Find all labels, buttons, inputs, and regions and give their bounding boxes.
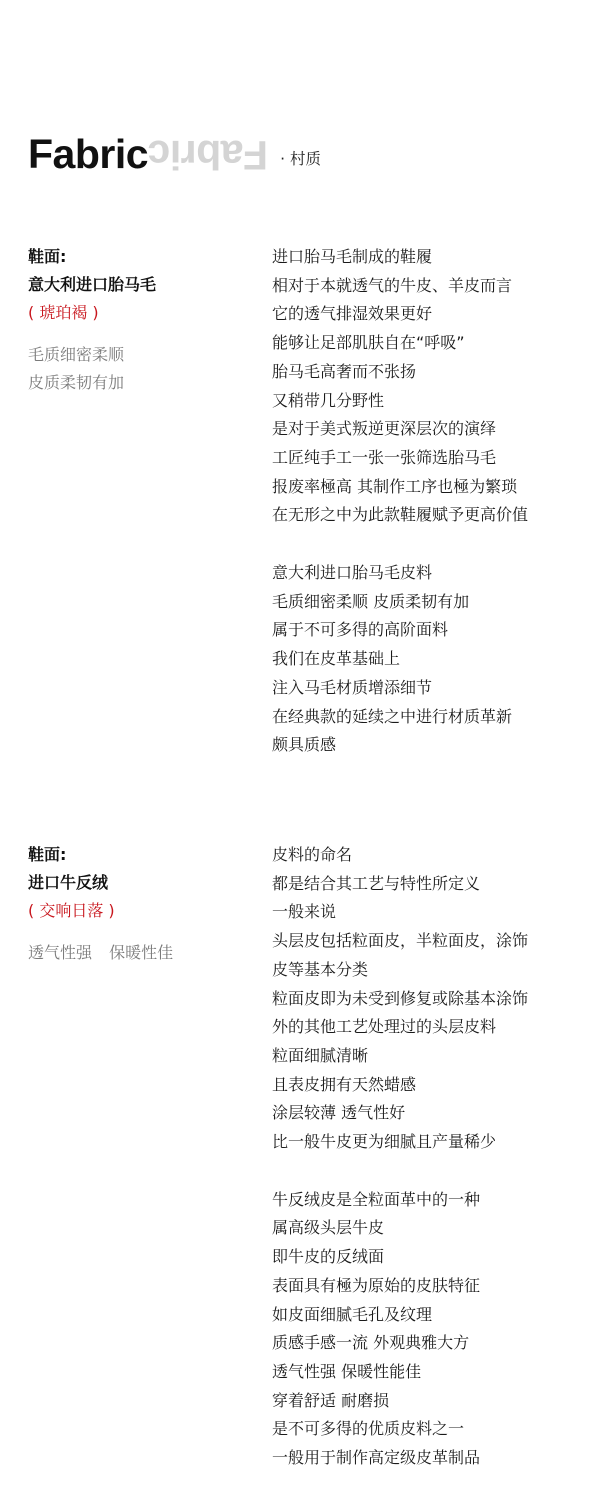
heading-subtitle: · 村质: [280, 150, 321, 168]
text-line: 注入马毛材质增添细节: [272, 677, 433, 697]
text-line: 工匠纯手工一张一张筛选胎马毛: [272, 447, 497, 467]
text-line: 皮等基本分类: [272, 959, 369, 979]
text-line: 涂层较薄 透气性好: [272, 1103, 406, 1123]
text-line: 穿着舒适 耐磨损: [272, 1390, 390, 1410]
text-line: 毛质细密柔顺 皮质柔韧有加: [272, 591, 470, 611]
text-line: 能够让足部肌肤自在“呼吸”: [272, 333, 465, 353]
text-line: 属高级头层牛皮: [272, 1218, 385, 1238]
text-line: 都是结合其工艺与特性所定义: [272, 873, 481, 893]
text-line: 粒面细腻清晰: [272, 1045, 369, 1065]
color-name: ( 交响日落 ): [28, 901, 115, 920]
text-line: 相对于本就透气的牛皮、羊皮而言: [272, 275, 513, 295]
text-line: 一般来说: [272, 902, 337, 922]
section-heading: [28, 126, 321, 182]
text-line: 它的透气排湿效果更好: [272, 304, 433, 324]
text-line: 头层皮包括粒面皮，半粒面皮，涂饰: [272, 931, 529, 951]
text-line: 且表皮拥有天然蜡感: [272, 1074, 417, 1094]
feature-item: 毛质细密柔顺: [28, 345, 125, 364]
text-line: 属于不可多得的高阶面料: [272, 620, 449, 640]
text-line: 进口胎马毛制成的鞋履: [272, 247, 433, 266]
text-line: 透气性强 保暖性能佳: [272, 1361, 422, 1381]
text-line: 意大利进口胎马毛皮料: [272, 563, 433, 583]
feature-list: [28, 939, 263, 967]
feature-item: 保暖性佳: [109, 943, 174, 962]
material-description: [272, 841, 594, 1502]
section-label: 鞋面:: [28, 845, 67, 864]
text-line: 即牛皮的反绒面: [272, 1247, 385, 1267]
material-description: [272, 243, 594, 789]
material-name: 意大利进口胎马毛: [28, 275, 157, 294]
text-line: 皮料的命名: [272, 845, 353, 864]
feature-item: 透气性强: [28, 943, 93, 962]
text-line: 是不可多得的优质皮料之一: [272, 1419, 465, 1439]
text-line: 我们在皮革基础上: [272, 649, 401, 669]
text-line: 胎马毛高奢而不张扬: [272, 361, 417, 381]
text-line: 比一般牛皮更为细腻且产量稀少: [272, 1132, 497, 1152]
text-line: 如皮面细腻毛孔及纹理: [272, 1304, 433, 1324]
feature-list: [28, 341, 263, 397]
material-summary: [28, 243, 263, 397]
text-line: 又稍带几分野性: [272, 390, 385, 410]
text-line: 一般用于制作高定级皮革制品: [272, 1448, 481, 1468]
text-line: 粒面皮即为未受到修复或除基本涂饰: [272, 988, 529, 1008]
text-line: 在经典款的延续之中进行材质革新: [272, 706, 513, 726]
text-line: 在无形之中为此款鞋履赋予更高价值: [272, 505, 529, 525]
text-line: 表面具有極为原始的皮肤特征: [272, 1275, 481, 1295]
material-name: 进口牛反绒: [28, 873, 109, 892]
description-paragraph: [272, 841, 594, 1157]
text-line: 外的其他工艺处理过的头层皮料: [272, 1017, 497, 1037]
description-paragraph: [272, 1186, 594, 1473]
heading-word: Fabric: [28, 131, 149, 177]
text-line: 是对于美式叛逆更深层次的演绎: [272, 419, 497, 439]
text-line: 报废率極高 其制作工序也極为繁琐: [272, 476, 518, 496]
heading-mirror-graphic: Fabric: [148, 132, 269, 178]
section-label: 鞋面:: [28, 247, 67, 266]
color-name: ( 琥珀褐 ): [28, 303, 99, 322]
description-paragraph: [272, 559, 594, 760]
text-line: 颇具质感: [272, 735, 337, 755]
text-line: 牛反绒皮是全粒面革中的一种: [272, 1189, 481, 1209]
text-line: 质感手感一流 外观典雅大方: [272, 1333, 470, 1353]
material-summary: [28, 841, 263, 967]
feature-item: 皮质柔韧有加: [28, 373, 125, 392]
description-paragraph: [272, 243, 594, 530]
